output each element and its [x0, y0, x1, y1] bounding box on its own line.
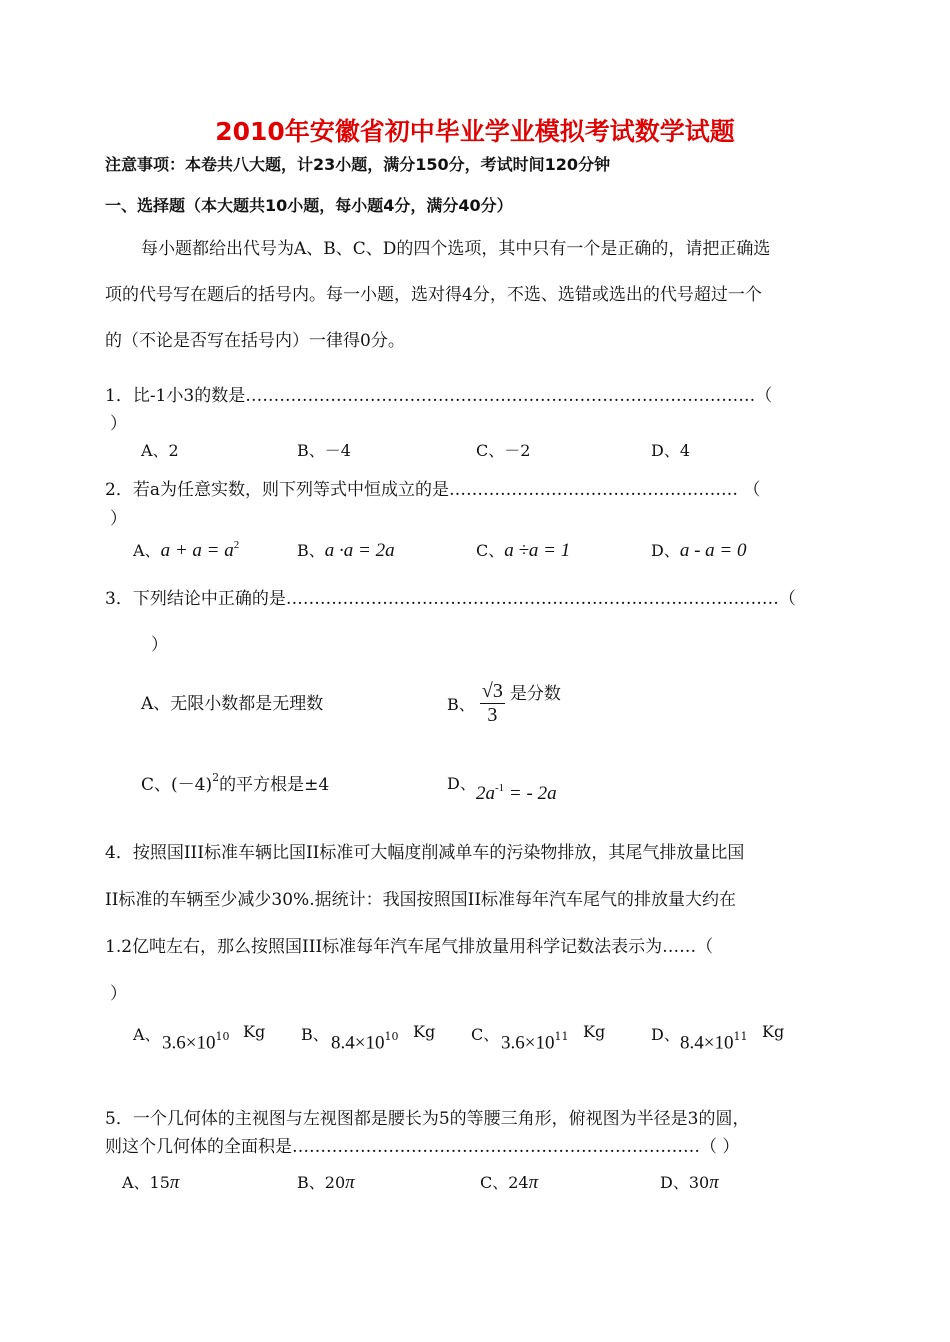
q3-d-sup: -1 [495, 781, 505, 794]
q2-expr-b: a ·a = 2a [324, 540, 395, 561]
q2-label-a: A、 [133, 541, 161, 560]
q5-option-d [660, 1170, 719, 1194]
q1-option-b: B、－4 [297, 441, 351, 460]
q4-c-mantissa: 3.6×10 [501, 1032, 555, 1054]
q3-label-d: D、 [447, 774, 476, 793]
q3-d-post: = - 2a [504, 783, 557, 804]
q3-paren-close: ） [151, 635, 168, 655]
q5-a-label: A、15 [122, 1173, 170, 1192]
q4-line-1: 4．按照国III标准车辆比国II标准可大幅度削减单车的污染物排放，其尾气排放量比国 [105, 843, 745, 863]
q4-d-exp: 11 [733, 1030, 748, 1043]
q3-option-a: A、无限小数都是无理数 [141, 694, 324, 714]
q4-label-a: A、 [133, 1025, 161, 1044]
q5-d-label: D、30 [660, 1173, 710, 1192]
q4-c-exp: 11 [554, 1030, 569, 1043]
q2-option-a [133, 538, 239, 562]
q2-label-d: D、 [651, 541, 680, 560]
q5-option-a [122, 1170, 179, 1194]
q3-c-sup: 2 [212, 771, 220, 785]
q4-line-2: II标准的车辆至少减少30%.据统计：我国按照国II标准每年汽车尾气的排放量大约在 [105, 890, 737, 910]
section-heading: 一、选择题（本大题共10小题，每小题4分，满分40分） [105, 196, 513, 215]
q5-option-b [297, 1170, 355, 1194]
q4-c-unit: Kg [583, 1022, 606, 1041]
exam-notice: 注意事项：本卷共八大题，计23小题，满分150分，考试时间120分钟 [105, 155, 611, 174]
q4-a-unit: Kg [243, 1022, 266, 1041]
q2-expr-c: a ÷a = 1 [504, 540, 571, 561]
q1-option-a: A、2 [141, 441, 179, 460]
q4-option-c [501, 1032, 568, 1054]
q1-paren-close: ） [110, 414, 127, 434]
q3-fraction-numerator: √3 [481, 680, 503, 702]
q2-option-d [651, 538, 747, 562]
q2-expr-a-sup: 2 [233, 538, 240, 551]
q5-option-c [480, 1170, 538, 1194]
q5-b-pi: π [345, 1172, 355, 1193]
q4-option-a [162, 1032, 229, 1054]
q4-b-mantissa: 8.4×10 [331, 1032, 385, 1054]
intro-line-3: 的（不论是否写在括号内）一律得0分。 [105, 331, 405, 351]
page-title: 2010年安徽省初中毕业学业模拟考试数学试题 [215, 117, 735, 146]
q4-a-exp: 10 [215, 1030, 230, 1043]
q5-b-label: B、20 [297, 1173, 346, 1192]
q2-label-c: C、 [476, 541, 505, 560]
q4-b-unit: Kg [413, 1022, 436, 1041]
q5-c-label: C、24 [480, 1173, 529, 1192]
q3-fraction [480, 680, 505, 727]
q3-fraction-denominator: 3 [487, 704, 498, 726]
q2-expr-d: a - a = 0 [679, 540, 747, 561]
q5-line-2: 则这个几何体的全面积是………………………………………………………………（ ） [105, 1137, 740, 1157]
q2-paren-close: ） [110, 509, 127, 529]
q3-c-pre: C、(－4) [141, 775, 213, 795]
q4-b-exp: 10 [384, 1030, 399, 1043]
q4-a-mantissa: 3.6×10 [162, 1032, 216, 1054]
q2-option-b [297, 538, 395, 562]
q2-stem: 2．若a为任意实数，则下列等式中恒成立的是…………………………………………… （ [105, 480, 761, 500]
q5-c-pi: π [528, 1172, 539, 1193]
q5-a-pi: π [169, 1172, 180, 1193]
intro-line-2: 项的代号写在题后的括号内。每一小题，选对得4分，不选、选错或选出的代号超过一个 [105, 285, 762, 305]
q4-option-d [680, 1032, 747, 1054]
q4-label-b: B、 [301, 1025, 329, 1044]
q4-d-mantissa: 8.4×10 [680, 1032, 734, 1054]
q4-line-3: 1.2亿吨左右，那么按照国III标准每年汽车尾气排放量用科学记数法表示为……（ [105, 937, 714, 957]
q3-c-post: 的平方根是±4 [219, 775, 330, 795]
q4-label-c: C、 [471, 1025, 500, 1044]
q4-paren-close: ） [110, 984, 127, 1004]
q5-line-1: 5．一个几何体的主视图与左视图都是腰长为5的等腰三角形，俯视图为半径是3的圆， [105, 1109, 750, 1129]
q3-label-b: B、 [447, 695, 475, 714]
q5-d-pi: π [709, 1172, 719, 1193]
q3-d-base: 2a [476, 783, 495, 804]
intro-line-1: 每小题都给出代号为A、B、C、D的四个选项，其中只有一个是正确的，请把正确选 [141, 239, 771, 259]
q3-option-c [141, 770, 329, 795]
q4-option-b [331, 1032, 398, 1054]
q4-d-unit: Kg [762, 1022, 785, 1041]
q3-stem: 3．下列结论中正确的是……………………………………………………………………………（ [105, 589, 796, 609]
q3-b-tail: 是分数 [509, 684, 561, 704]
q3-option-b [447, 680, 561, 727]
q1-option-d: D、4 [651, 441, 691, 460]
q2-label-b: B、 [297, 541, 325, 560]
q4-label-d: D、 [651, 1025, 680, 1044]
q1-stem: 1．比-1小3的数是………………………………………………………………………………（ [105, 386, 773, 406]
q2-expr-a: a + a = a [160, 540, 234, 561]
q2-option-c [476, 538, 570, 562]
q3-option-d [476, 783, 557, 805]
q1-option-c: C、－2 [476, 441, 531, 460]
